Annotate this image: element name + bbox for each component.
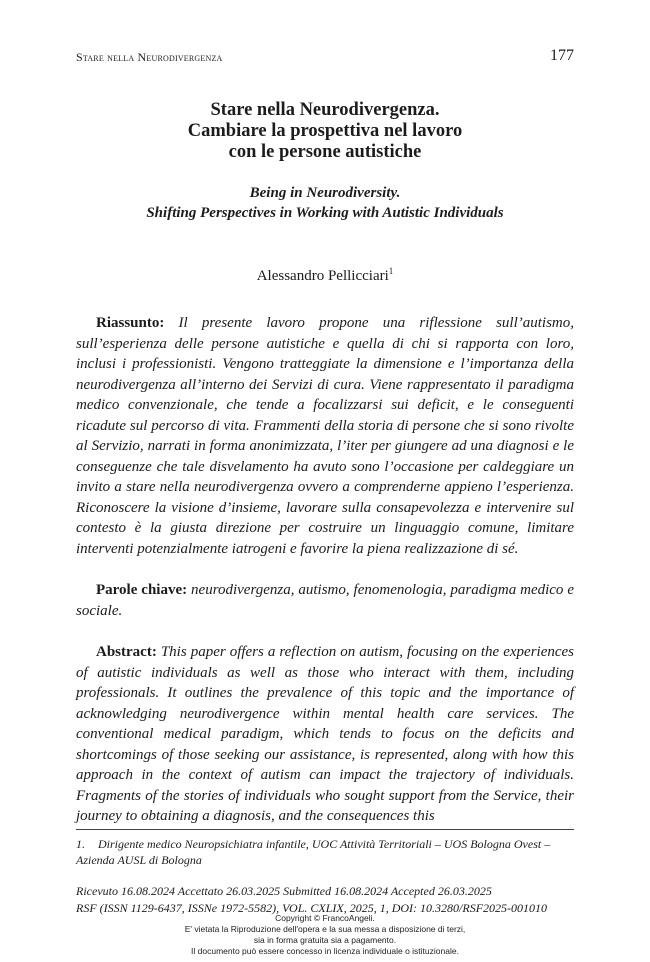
- footnote-number: 1.: [76, 837, 85, 851]
- abstract-paragraph: [76, 642, 574, 827]
- keywords-label: Parole chiave:: [96, 582, 188, 598]
- journal-line: RSF (ISSN 1129-6437, ISSNe 1972-5582), VOL. CXLIX, 2025, 1, DOI: 10.3280/RSF2025-001010: [76, 901, 548, 915]
- subtitle-line: Being in Neurodiversity.: [249, 185, 401, 201]
- footnote-divider: [76, 829, 574, 830]
- copyright-notice: [0, 913, 650, 957]
- copyright-line: sia in forma gratuita sia a pagamento.: [253, 935, 397, 945]
- author-footnote-mark: 1: [388, 266, 394, 276]
- abstract-label: Abstract:: [96, 644, 157, 660]
- keywords-text: neurodivergenza, autismo, fenomenologia, paradigma medico e sociale.: [76, 582, 574, 619]
- title-line: Cambiare la prospettiva nel lavoro: [187, 121, 463, 141]
- riassunto-text: Il presente lavoro propone una riflessione sull’autismo, sull’esperienza delle persone autistiche e quella di chi si rapporta con loro, inclusi i professionisti. Vengono tratteggiate la dimensione e l’importanza della neurodivergenza all’interno dei Servizi di cura. Viene rappresentato il paradigma medico convenzionale, che tende a focalizzarsi sui deficit, e le conseguenti ricadute sul percorso di vita. Frammenti della storia di persone che si sono rivolte al Servizio, narrati in forma anonimizzata, l’iter per giungere ad una diagnosi e le conseguenze che tale disvelamento ha avuto sono l’occasione per caldeggiare un invito a stare nella neurodivergenza ovvero a comprenderne appieno l’esperienza. Riconoscere la visione d’insieme, lavorare sulla consapevolezza e intervenire sul contesto è la giusta direzione per costruire un linguaggio comune, limitare interventi potenzialmente iatrogeni e favorire la piena realizzazione di sé.: [76, 315, 575, 557]
- title-line: Stare nella Neurodivergenza.: [210, 100, 440, 120]
- title-block: [76, 100, 574, 285]
- author: [76, 266, 574, 285]
- subtitle-line: Shifting Perspectives in Working with Autistic Individuals: [146, 205, 504, 221]
- title-line: con le persone autistiche: [228, 142, 422, 162]
- copyright-line: Copyright © FrancoAngeli.: [275, 913, 375, 923]
- copyright-line: E' vietata la Riproduzione dell'opera e la sua messa a disposizione di terzi,: [184, 924, 466, 934]
- running-head: Stare nella Neurodivergenza: [76, 50, 223, 64]
- article-body: [76, 313, 574, 827]
- abstract-text: This paper offers a reflection on autism, focusing on the experiences of autistic individuals as well as those who interact with them, including professionals. It outlines the prevalence of this topic and the importance of acknowledging neurodivergence within mental health care services. The conventional medical paradigm, which tends to focus on the deficits and shortcomings of those seeking our assistance, is represented, along with how this approach in the context of autism can impact the trajectory of individuals. Fragments of the stories of individuals who sought support from the Service, their journey to obtaining a diagnosis, and the consequences this: [76, 644, 575, 824]
- copyright-line: Il documento può essere concesso in licenza individuale o istituzionale.: [191, 946, 459, 956]
- author-name: Alessandro Pellicciari: [256, 268, 389, 284]
- riassunto-paragraph: [76, 313, 574, 559]
- page-number: 177: [550, 47, 574, 64]
- article-subtitle: [76, 183, 574, 223]
- footnote: [76, 836, 574, 868]
- keywords-paragraph: [76, 580, 574, 621]
- footnote-text: Dirigente medico Neuropsichiatra infantile, UOC Attività Territoriali – UOS Bologna Ovest – Azienda AUSL di Bologna: [76, 837, 551, 867]
- publication-info: [76, 883, 574, 917]
- article-title: [76, 100, 574, 163]
- received-line: Ricevuto 16.08.2024 Accettato 26.03.2025 Submitted 16.08.2024 Accepted 26.03.2025: [76, 884, 492, 898]
- riassunto-label: Riassunto:: [96, 315, 165, 331]
